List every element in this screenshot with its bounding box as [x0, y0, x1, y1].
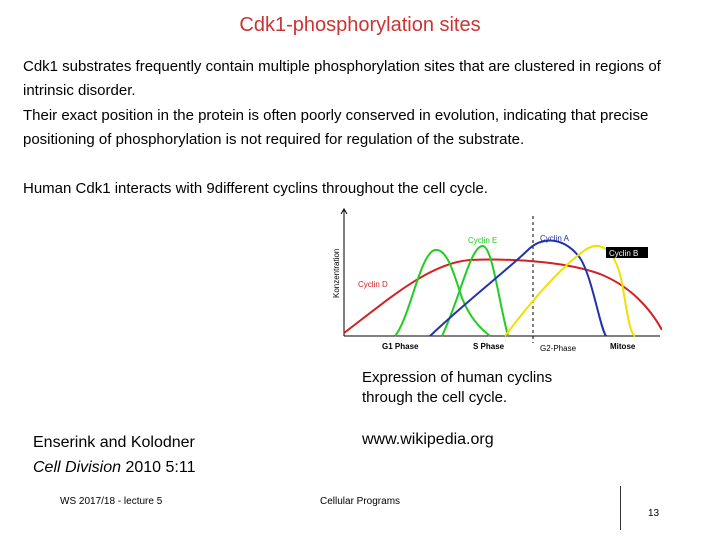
reference-citation: [33, 455, 195, 480]
x-tick-s: S Phase: [473, 342, 505, 351]
caption-line-2: through the cell cycle.: [362, 389, 508, 406]
series-label-cyclin-e: Cyclin E: [468, 236, 498, 245]
reference-right: www.wikipedia.org: [362, 431, 494, 448]
x-tick-g2: G2-Phase: [540, 344, 577, 353]
series-label-cyclin-d: Cyclin D: [358, 280, 388, 289]
paragraph-cyclins: Human Cdk1 interacts with 9different cyclins throughout the cell cycle.: [23, 180, 488, 197]
figure-caption: [362, 368, 552, 408]
reference-journal: Cell Division: [33, 459, 122, 476]
footer-lecture: WS 2017/18 - lecture 5: [60, 496, 163, 507]
series-label-cyclin-a: Cyclin A: [540, 234, 569, 243]
footer-divider: [620, 486, 621, 530]
paragraph-position: Their exact position in the protein is often poorly conserved in evolution, indicating that precise positioning of phosphorylation is not required for regulation of the substrate.: [23, 107, 649, 148]
y-axis-label: Konzentration: [332, 248, 341, 298]
footer-course: Cellular Programs: [320, 496, 401, 507]
x-tick-g1: G1 Phase: [382, 342, 419, 351]
x-tick-mitose: Mitose: [610, 342, 636, 351]
caption-line-1: Expression of human cyclins: [362, 369, 553, 386]
series-label-cyclin-b: Cyclin B: [609, 249, 639, 258]
reference-volume: 2010 5:11: [121, 459, 196, 476]
page-number: 13: [648, 508, 660, 519]
paragraph-substrates: Cdk1 substrates frequently contain multiple phosphorylation sites that are clustered in regions of intrinsic disorder.: [23, 58, 661, 99]
reference-left: [33, 430, 195, 480]
cyclin-expression-chart: [330, 208, 662, 356]
reference-authors: Enserink and Kolodner: [33, 434, 195, 451]
slide-title: Cdk1-phosphorylation sites: [239, 14, 481, 36]
